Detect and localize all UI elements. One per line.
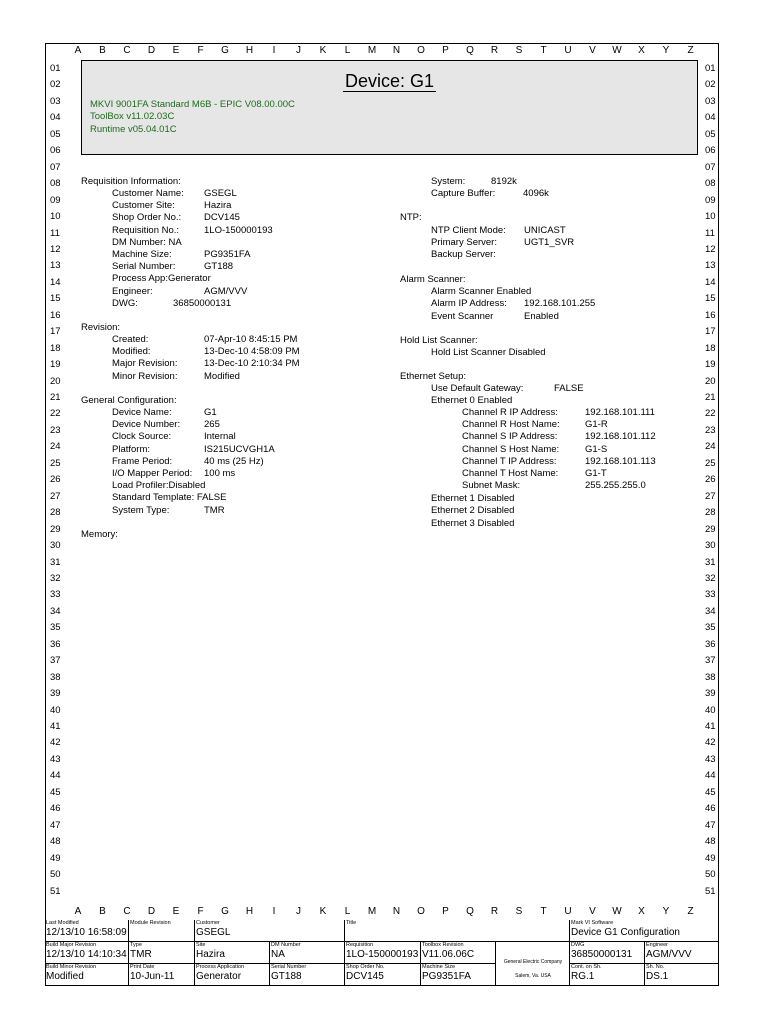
row-number: 30	[50, 540, 61, 552]
column-letter: I	[272, 906, 276, 917]
engineer-cell: Engineer AGM/VVV	[645, 942, 719, 964]
dm-number-cell: DM Number NA	[270, 942, 345, 964]
column-letter: O	[417, 906, 425, 917]
channel-field-label: Subnet Mask:	[462, 480, 521, 492]
row-number: 26	[50, 474, 61, 486]
channel-field-value: 255.255.255.0	[585, 480, 646, 492]
revision-field-value: Modified	[204, 370, 240, 382]
row-number: 16	[705, 309, 716, 321]
ntp-heading: NTP:	[400, 212, 422, 223]
row-number: 32	[50, 572, 61, 584]
channel-field-label: Channel R Host Name:	[462, 419, 560, 431]
channel-field-label: Channel R IP Address:	[462, 407, 558, 418]
device-title: Device: G1	[344, 71, 435, 91]
row-number: 13	[705, 260, 716, 272]
row-number: 18	[705, 342, 716, 354]
row-number: 41	[705, 721, 716, 732]
general-config-field-label: Load Profiler:Disabled	[112, 480, 206, 492]
channel-field-value: G1-S	[585, 443, 608, 455]
row-number: 31	[705, 556, 716, 568]
hold-list-value: Hold List Scanner Disabled	[431, 347, 546, 358]
revision-field-label: Created:	[112, 334, 149, 345]
row-number: 24	[50, 441, 61, 453]
channel-field-value: 192.168.101.112	[585, 431, 656, 443]
row-number: 37	[50, 655, 61, 667]
last-modified-cell: Last Modified 12/13/10 16:58:09	[45, 920, 129, 942]
column-letter: T	[540, 45, 547, 56]
channel-field-label: Channel S IP Address:	[462, 431, 558, 443]
row-number: 27	[705, 490, 716, 502]
column-letter: B	[99, 906, 106, 917]
column-letter: B	[99, 45, 106, 56]
device-header	[81, 60, 698, 155]
row-number: 36	[50, 638, 61, 650]
row-number: 46	[705, 803, 716, 815]
requisition-field-label: DWG:	[112, 297, 138, 309]
column-letter: L	[344, 906, 351, 917]
row-number: 15	[50, 293, 61, 305]
column-letter: J	[296, 45, 301, 56]
row-number: 25	[50, 457, 61, 469]
row-number: 43	[50, 753, 61, 765]
toolbox-version: ToolBox v11.02.03C	[90, 111, 175, 122]
general-config-field-label: Clock Source:	[112, 431, 172, 443]
revision-field-value: 13-Dec-10 2:10:34 PM	[204, 358, 300, 370]
revision-heading: Revision:	[81, 322, 121, 333]
column-letter: V	[589, 45, 596, 56]
row-number: 05	[50, 128, 61, 140]
row-number: 12	[50, 243, 61, 255]
channel-field-label: Channel S Host Name:	[462, 443, 560, 455]
ntp-field-label: NTP Client Mode:	[431, 225, 506, 236]
row-number: 31	[50, 556, 61, 568]
row-number: 20	[705, 375, 716, 387]
memory-heading: Memory:	[81, 529, 118, 540]
row-number: 26	[705, 474, 716, 486]
site-cell: Site Hazira	[195, 942, 270, 964]
system-value: 8192k	[491, 176, 517, 187]
event-scanner-label: Event Scanner	[431, 311, 494, 322]
channel-field-value: 192.168.101.111	[585, 407, 655, 418]
ntp-field-label: Primary Server:	[431, 237, 497, 249]
column-letter: E	[172, 906, 180, 917]
column-letter: W	[612, 906, 622, 917]
row-number: 11	[705, 227, 715, 239]
column-letter: S	[515, 45, 523, 56]
ethernet0-status: Ethernet 0 Enabled	[431, 395, 513, 406]
row-number: 08	[705, 178, 716, 190]
column-letter: X	[638, 45, 645, 56]
general-config-field-value: 40 ms (25 Hz)	[204, 455, 264, 467]
general-config-field-value: G1	[204, 407, 217, 418]
row-number: 21	[705, 392, 716, 403]
row-number: 32	[705, 572, 716, 584]
row-number: 48	[50, 836, 61, 848]
row-number: 22	[705, 408, 716, 420]
row-number: 29	[50, 523, 61, 535]
column-letter: F	[197, 45, 204, 56]
requisition-field-label: Machine Size:	[112, 249, 172, 260]
column-letters-top	[0, 45, 768, 59]
row-number: 36	[705, 638, 716, 650]
requisition-field-label: Requisition No.:	[112, 224, 180, 236]
row-number: 02	[50, 79, 61, 91]
row-number: 37	[705, 655, 716, 667]
build-major-cell: Build Major Revision 12/13/10 14:10:34	[45, 942, 129, 964]
alarm-ip-label: Alarm IP Address:	[431, 298, 507, 309]
general-config-field-label: I/O Mapper Period:	[112, 468, 193, 479]
column-letter: G	[221, 45, 229, 56]
row-number: 17	[705, 326, 716, 338]
column-letter: P	[442, 906, 449, 917]
alarm-ip-value: 192.168.101.255	[524, 298, 596, 309]
general-config-field-value: 265	[204, 419, 220, 431]
module-revision-cell: Module Revision	[129, 920, 195, 942]
type-cell: Type TMR	[129, 942, 195, 964]
row-number: 44	[705, 770, 716, 782]
row-number: 06	[50, 145, 61, 157]
column-letter: H	[245, 906, 254, 917]
gateway-label: Use Default Gateway:	[431, 383, 524, 394]
column-letter: K	[319, 45, 327, 56]
row-number: 27	[50, 490, 61, 502]
column-letter: I	[272, 45, 276, 56]
column-letter: X	[638, 906, 645, 917]
requisition-field-label: Process App:Generator	[112, 273, 211, 285]
requisition-heading: Requisition Information:	[81, 176, 181, 187]
capture-buffer-value: 4096k	[523, 188, 549, 199]
row-number: 43	[705, 753, 716, 765]
general-config-field-label: Frame Period:	[112, 455, 173, 467]
row-number: 42	[50, 737, 61, 749]
revision-field-label: Modified:	[112, 346, 151, 358]
general-config-field-value: TMR	[204, 504, 225, 516]
company-name: General Electric Company	[503, 959, 563, 965]
column-letter: M	[367, 45, 377, 56]
column-letter: U	[564, 906, 572, 917]
column-letter: D	[147, 906, 156, 917]
row-number: 47	[705, 819, 716, 831]
gateway-value: FALSE	[554, 383, 584, 394]
column-letter: Z	[687, 45, 694, 56]
row-number: 11	[50, 227, 60, 239]
row-number: 51	[705, 885, 716, 897]
column-letters-bottom	[0, 906, 768, 920]
column-letter: L	[344, 45, 351, 56]
row-number: 50	[705, 869, 716, 881]
column-letter: G	[221, 906, 229, 917]
revision-field-value: 07-Apr-10 8:45:15 PM	[204, 334, 298, 345]
row-number: 40	[50, 704, 61, 716]
column-letter: Y	[662, 45, 670, 56]
row-number: 07	[705, 161, 716, 173]
column-letter: A	[74, 45, 82, 56]
ethernet1-status: Ethernet 1 Disabled	[431, 493, 515, 504]
requisition-field-value: Hazira	[204, 200, 232, 212]
row-number: 51	[50, 885, 61, 897]
software-cell: Mark VI Software Device G1 Configuration	[570, 920, 719, 942]
row-number: 06	[705, 145, 716, 157]
row-number: 20	[50, 375, 61, 387]
machine-size-cell: Machine Size PG9351FA	[421, 964, 496, 986]
requisition-field-label: Customer Name:	[112, 188, 184, 199]
row-number: 03	[50, 95, 61, 107]
alarm-scanner-heading: Alarm Scanner:	[400, 274, 466, 285]
column-letter: W	[612, 45, 622, 56]
row-number: 18	[50, 342, 61, 354]
row-number: 10	[50, 211, 61, 223]
row-number: 13	[50, 260, 61, 272]
row-number: 12	[705, 243, 716, 255]
column-letter: E	[172, 45, 180, 56]
column-letter: D	[147, 45, 156, 56]
general-config-heading: General Configuration:	[81, 395, 177, 406]
row-number: 33	[705, 589, 716, 601]
row-number: 33	[50, 589, 61, 601]
row-number: 38	[50, 671, 61, 683]
ntp-field-value: UNICAST	[524, 225, 566, 236]
column-letter: Z	[687, 906, 694, 917]
row-number: 02	[705, 79, 716, 91]
general-config-field-label: Standard Template: FALSE	[112, 492, 227, 504]
row-number: 01	[705, 63, 716, 74]
column-letter: M	[367, 906, 377, 917]
row-number: 35	[50, 622, 61, 634]
column-letter: K	[319, 906, 327, 917]
requisition-field-value: PG9351FA	[204, 249, 251, 260]
row-number: 34	[705, 605, 716, 617]
column-letter: R	[490, 45, 499, 56]
row-number: 39	[705, 688, 716, 700]
row-number: 09	[50, 194, 61, 206]
column-letter: Y	[662, 906, 670, 917]
title-block	[45, 920, 719, 986]
company-location: Salem, Va. USA	[515, 973, 551, 979]
row-number: 03	[705, 95, 716, 107]
ntp-field-value: UGT1_SVR	[524, 237, 575, 249]
requisition-field-value: 1LO-150000193	[204, 224, 273, 236]
last-modified-value: 12/13/10 16:58:09	[46, 927, 127, 938]
alarm-scanner-enabled: Alarm Scanner Enabled	[431, 286, 532, 297]
row-number: 34	[50, 605, 61, 617]
event-scanner-value: Enabled	[524, 311, 559, 322]
row-number: 46	[50, 803, 61, 815]
software-value: Device G1 Configuration	[571, 927, 680, 938]
revision-field-label: Minor Revision:	[112, 370, 178, 382]
title-cell: Title	[345, 920, 570, 942]
row-number: 23	[705, 424, 716, 436]
runtime-version: Runtime v05.04.01C	[90, 124, 177, 135]
column-letter: F	[197, 906, 204, 917]
channel-field-label: Channel T IP Address:	[462, 455, 557, 467]
row-number: 19	[50, 359, 61, 371]
column-letter: J	[296, 906, 301, 917]
requisition-field-value: DCV145	[204, 212, 240, 224]
requisition-field-value: AGM/VVV	[204, 285, 248, 297]
row-number: 44	[50, 770, 61, 782]
row-number: 01	[50, 63, 61, 74]
epic-version: MKVI 9001FA Standard M6B - EPIC V08.00.00C	[90, 99, 295, 110]
requisition-field-label: DM Number: NA	[112, 236, 182, 248]
requisition-field-label: Shop Order No.:	[112, 212, 182, 224]
revision-field-value: 13-Dec-10 4:58:09 PM	[204, 346, 300, 358]
row-number: 09	[705, 194, 716, 206]
general-config-field-label: Platform:	[112, 443, 151, 455]
column-letter: S	[515, 906, 523, 917]
row-number: 22	[50, 408, 61, 420]
requisition-field-label: Customer Site:	[112, 200, 175, 212]
row-number: 28	[705, 507, 716, 519]
row-number: 05	[705, 128, 716, 140]
column-letter: U	[564, 45, 572, 56]
row-number: 38	[705, 671, 716, 683]
row-number: 14	[50, 276, 61, 288]
row-number: 04	[705, 112, 716, 124]
row-number: 24	[705, 441, 716, 453]
requisition-field-label: Serial Number:	[112, 261, 176, 273]
dwg-cell: DWG 36850000131	[570, 942, 645, 964]
column-letter: O	[417, 45, 425, 56]
revision-field-label: Major Revision:	[112, 358, 178, 370]
row-number: 30	[705, 540, 716, 552]
column-letter: N	[392, 906, 401, 917]
column-letter: R	[490, 906, 499, 917]
column-letter: A	[74, 906, 82, 917]
shop-order-cell: Shop Order No. DCV145	[345, 964, 421, 986]
channel-field-value: 192.168.101.113	[585, 455, 656, 467]
sheet-number-cell: Sh. No. DS.1	[645, 964, 719, 986]
row-number: 45	[50, 786, 61, 798]
process-application-cell: Process Application Generator	[195, 964, 270, 986]
company-cell	[496, 942, 570, 986]
build-minor-cell: Build Minor Revision Modified	[45, 964, 129, 986]
row-number: 29	[705, 523, 716, 535]
ntp-field-label: Backup Server:	[431, 249, 496, 261]
row-number: 35	[705, 622, 716, 634]
row-number: 49	[705, 852, 716, 864]
general-config-field-value: Internal	[204, 431, 236, 443]
requisition-field-value: GT188	[204, 261, 234, 273]
row-number: 23	[50, 424, 61, 436]
row-number: 47	[50, 819, 61, 831]
row-number: 08	[50, 178, 61, 190]
row-number: 07	[50, 161, 61, 173]
general-config-field-label: System Type:	[112, 504, 170, 516]
ethernet-heading: Ethernet Setup:	[400, 371, 467, 382]
capture-buffer-label: Capture Buffer:	[431, 188, 496, 199]
general-config-field-value: IS215UCVGH1A	[204, 443, 275, 455]
channel-field-value: G1-R	[585, 419, 608, 431]
row-number: 17	[50, 326, 61, 338]
column-letter: Q	[466, 906, 474, 917]
channel-field-value: G1-T	[585, 468, 607, 479]
column-letter: N	[392, 45, 401, 56]
row-number: 42	[705, 737, 716, 749]
column-letter: C	[123, 906, 131, 917]
row-number: 21	[50, 392, 61, 403]
customer-cell: Customer GSEGL	[195, 920, 345, 942]
row-number: 40	[705, 704, 716, 716]
toolbox-revision-cell: Toolbox Revision V11.06.06C	[421, 942, 496, 964]
general-config-field-label: Device Number:	[112, 419, 181, 431]
row-number: 50	[50, 869, 61, 881]
cont-on-sheet-cell: Cont. on Sh. RG.1	[570, 964, 645, 986]
row-number: 04	[50, 112, 61, 124]
channel-field-label: Channel T Host Name:	[462, 468, 559, 479]
column-letter: Q	[466, 45, 474, 56]
ethernet2-status: Ethernet 2 Disabled	[431, 505, 515, 516]
requisition-cell: Requisition 1LO-150000193	[345, 942, 421, 964]
system-label: System:	[431, 176, 466, 187]
ethernet3-status: Ethernet 3 Disabled	[431, 518, 515, 529]
row-number: 49	[50, 852, 61, 864]
row-number: 16	[50, 309, 61, 321]
row-number: 39	[50, 688, 61, 700]
row-number: 28	[50, 507, 61, 519]
requisition-field-label: Engineer:	[112, 285, 153, 297]
customer-value: GSEGL	[196, 927, 231, 938]
print-date-cell: Print Date 10-Jun-11	[129, 964, 195, 986]
row-number: 10	[705, 211, 716, 223]
column-letter: C	[123, 45, 131, 56]
column-letter: T	[540, 906, 547, 917]
column-letter: H	[245, 45, 254, 56]
serial-number-cell: Serial Number GT188	[270, 964, 345, 986]
general-config-field-label: Device Name:	[112, 407, 172, 418]
row-number: 48	[705, 836, 716, 848]
row-number: 25	[705, 457, 716, 469]
general-config-field-value: 100 ms	[204, 468, 236, 479]
column-letter: P	[442, 45, 449, 56]
requisition-field-value: 36850000131	[173, 297, 232, 309]
row-number: 45	[705, 786, 716, 798]
hold-list-heading: Hold List Scanner:	[400, 335, 478, 346]
column-letter: V	[589, 906, 596, 917]
row-number: 14	[705, 276, 716, 288]
row-number: 19	[705, 359, 716, 371]
row-number: 41	[50, 721, 61, 732]
requisition-field-value: GSEGL	[204, 188, 237, 199]
row-number: 15	[705, 293, 716, 305]
